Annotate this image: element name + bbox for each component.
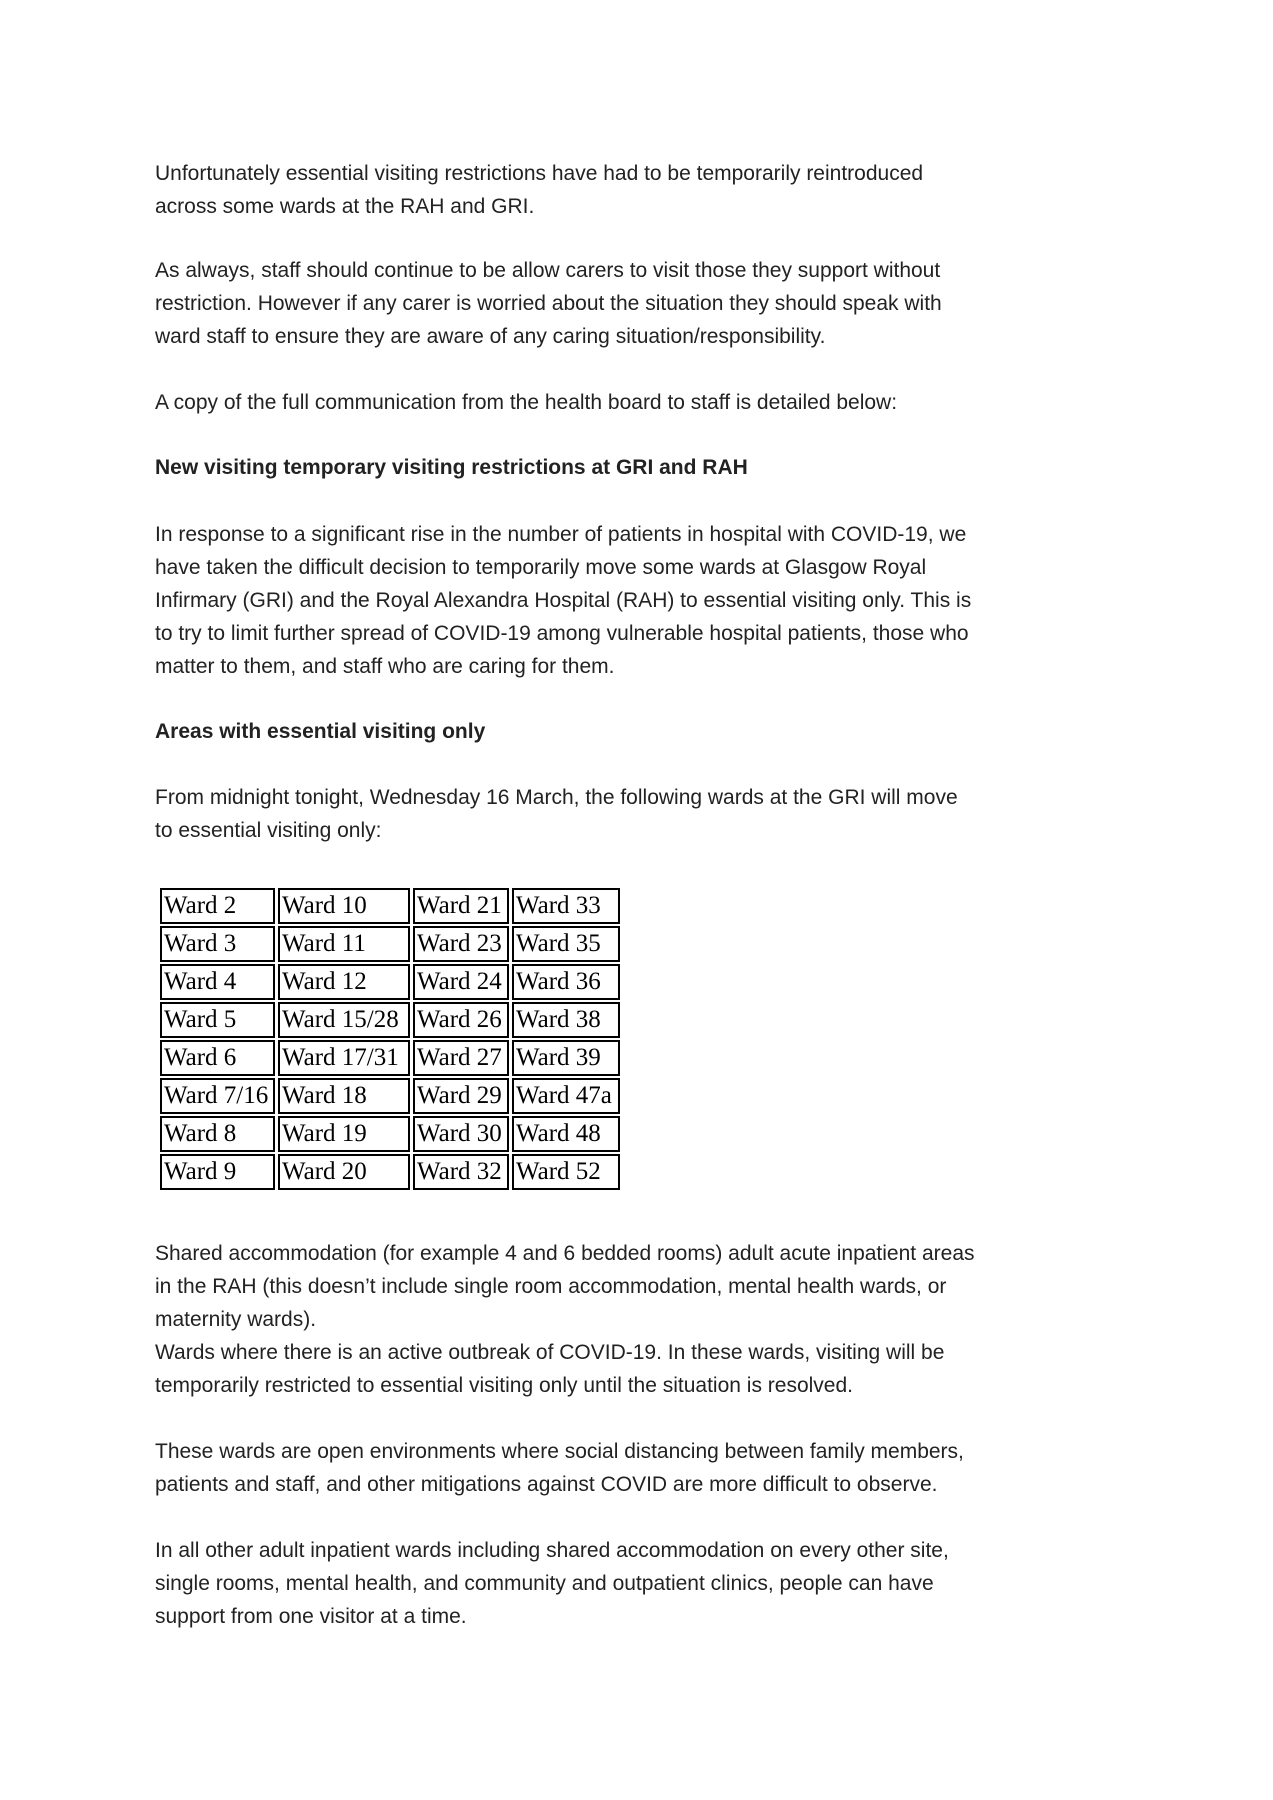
text-line: across some wards at the RAH and GRI. (155, 195, 535, 218)
table-row (160, 1154, 620, 1190)
text-line: have taken the difficult decision to temporarily move some wards at Glasgow Royal (155, 556, 927, 579)
text-line: Unfortunately essential visiting restrictions have had to be temporarily reintroduced (155, 162, 924, 185)
table-cell: Ward 20 (278, 1154, 410, 1190)
table-row (160, 888, 620, 924)
table-cell: Ward 26 (413, 1002, 509, 1038)
text-line: Shared accommodation (for example 4 and 6 bedded rooms) adult acute inpatient areas (155, 1242, 975, 1265)
text-line: temporarily restricted to essential visiting only until the situation is resolved. (155, 1374, 853, 1397)
table-cell: Ward 15/28 (278, 1002, 410, 1038)
text-line: In all other adult inpatient wards including shared accommodation on every other site, (155, 1539, 949, 1562)
text-line: to essential visiting only: (155, 819, 382, 842)
table-row (160, 1002, 620, 1038)
text-line: maternity wards). (155, 1308, 317, 1331)
table-cell: Ward 3 (160, 926, 275, 962)
table-cell: Ward 9 (160, 1154, 275, 1190)
midnight-paragraph (155, 781, 958, 847)
text-line: From midnight tonight, Wednesday 16 March, the following wards at the GRI will move (155, 786, 958, 809)
table-cell: Ward 11 (278, 926, 410, 962)
text-line: A copy of the full communication from the health board to staff is detailed below: (155, 391, 898, 414)
table-cell: Ward 39 (512, 1040, 620, 1076)
table-row (160, 964, 620, 1000)
table-cell: Ward 32 (413, 1154, 509, 1190)
section-heading-restrictions: New visiting temporary visiting restrictions at GRI and RAH (155, 456, 748, 479)
table-cell: Ward 2 (160, 888, 275, 924)
table-cell: Ward 21 (413, 888, 509, 924)
table-cell: Ward 48 (512, 1116, 620, 1152)
table-cell: Ward 27 (413, 1040, 509, 1076)
text-line: Wards where there is an active outbreak of COVID-19. In these wards, visiting will be (155, 1341, 945, 1364)
table-row (160, 926, 620, 962)
text-line: matter to them, and staff who are caring for them. (155, 655, 615, 678)
table-cell: Ward 8 (160, 1116, 275, 1152)
table-cell: Ward 4 (160, 964, 275, 1000)
table-cell: Ward 6 (160, 1040, 275, 1076)
table-cell: Ward 10 (278, 888, 410, 924)
text-line: In response to a significant rise in the number of patients in hospital with COVID-19, we (155, 523, 967, 546)
table-cell: Ward 29 (413, 1078, 509, 1114)
table-cell: Ward 12 (278, 964, 410, 1000)
text-line: restriction. However if any carer is worried about the situation they should speak with (155, 292, 942, 315)
table-cell: Ward 52 (512, 1154, 620, 1190)
table-row (160, 1116, 620, 1152)
text-line: single rooms, mental health, and community and outpatient clinics, people can have (155, 1572, 934, 1595)
carers-paragraph (155, 254, 942, 353)
table-cell: Ward 18 (278, 1078, 410, 1114)
intro-paragraph (155, 157, 923, 223)
text-line: ward staff to ensure they are aware of any caring situation/responsibility. (155, 325, 826, 348)
shared-accommodation-paragraph (155, 1237, 975, 1402)
table-row (160, 1078, 620, 1114)
text-line: These wards are open environments where social distancing between family members, (155, 1440, 964, 1463)
table-cell: Ward 24 (413, 964, 509, 1000)
text-line: to try to limit further spread of COVID-19 among vulnerable hospital patients, those who (155, 622, 969, 645)
response-paragraph (155, 518, 971, 683)
table-cell: Ward 17/31 (278, 1040, 410, 1076)
table-cell: Ward 35 (512, 926, 620, 962)
other-wards-paragraph (155, 1534, 949, 1633)
table-cell: Ward 5 (160, 1002, 275, 1038)
text-line: patients and staff, and other mitigations against COVID are more difficult to observe. (155, 1473, 938, 1496)
open-environments-paragraph (155, 1435, 964, 1501)
table-cell: Ward 38 (512, 1002, 620, 1038)
section-heading-areas: Areas with essential visiting only (155, 720, 486, 743)
text-line: in the RAH (this doesn’t include single room accommodation, mental health wards, or (155, 1275, 947, 1298)
table-cell: Ward 7/16 (160, 1078, 275, 1114)
wards-table (157, 886, 623, 1192)
table-cell: Ward 47a (512, 1078, 620, 1114)
text-line: As always, staff should continue to be allow carers to visit those they support without (155, 259, 941, 282)
table-cell: Ward 36 (512, 964, 620, 1000)
copy-note-paragraph (155, 386, 897, 419)
table-row (160, 1040, 620, 1076)
text-line: support from one visitor at a time. (155, 1605, 467, 1628)
text-line: Infirmary (GRI) and the Royal Alexandra Hospital (RAH) to essential visiting only. This is (155, 589, 972, 612)
table-cell: Ward 23 (413, 926, 509, 962)
table-cell: Ward 33 (512, 888, 620, 924)
table-cell: Ward 19 (278, 1116, 410, 1152)
table-cell: Ward 30 (413, 1116, 509, 1152)
